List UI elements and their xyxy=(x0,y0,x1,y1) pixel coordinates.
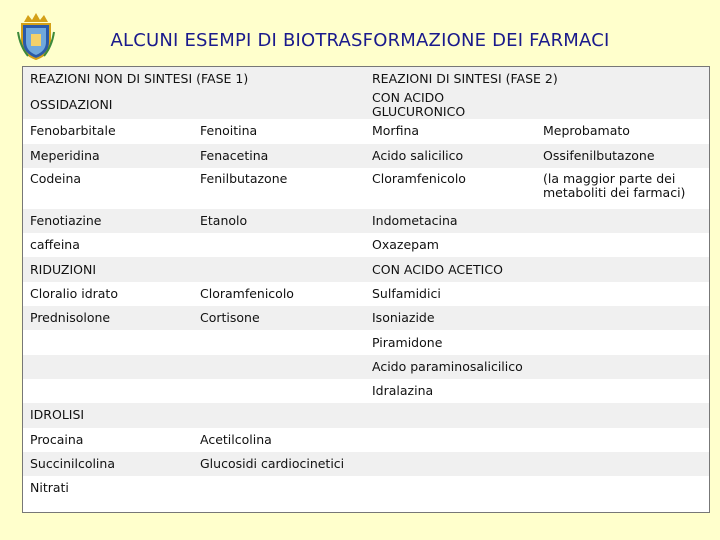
table-header-row xyxy=(23,67,709,91)
table-cell: Cloralio idrato xyxy=(30,285,118,301)
table-cell xyxy=(193,91,365,119)
table-row xyxy=(23,330,709,354)
table-cell xyxy=(365,476,536,500)
table-row xyxy=(23,355,709,379)
table-cell: Etanolo xyxy=(193,209,365,233)
table-cell xyxy=(365,452,536,476)
table-cell: caffeina xyxy=(30,237,80,253)
table-row xyxy=(23,306,709,330)
table-cell: Fenoitina xyxy=(200,123,258,139)
table-row xyxy=(23,91,709,119)
table-cell: Glucosidi cardiocinetici xyxy=(193,452,365,476)
table-row xyxy=(23,144,709,168)
table-cell: OSSIDAZIONI xyxy=(23,91,193,119)
table-row xyxy=(23,452,709,476)
header-phase-2: REAZIONI DI SINTESI (FASE 2) xyxy=(365,67,709,91)
table-cell: Cortisone xyxy=(193,306,365,330)
table-cell xyxy=(536,428,709,452)
table-cell xyxy=(23,379,193,403)
table-cell: Nitrati xyxy=(30,480,69,496)
table-cell xyxy=(23,330,193,354)
table-cell: Piramidone xyxy=(372,334,443,350)
table-cell xyxy=(536,476,709,500)
table-cell: Morfina xyxy=(372,123,420,139)
table-cell: Procaina xyxy=(30,431,84,447)
table-cell: Meprobamato xyxy=(543,123,630,139)
table-cell: Fenilbutazone xyxy=(200,170,288,186)
table-cell xyxy=(536,355,709,379)
table-cell: Acetilcolina xyxy=(200,431,272,447)
table-cell: Oxazepam xyxy=(372,237,439,253)
table-row xyxy=(23,403,709,427)
table-cell: Cloramfenicolo xyxy=(372,170,466,186)
table-cell: CON ACIDO GLUCURONICO xyxy=(365,91,536,119)
table-cell: Meperidina xyxy=(23,144,193,168)
table-cell xyxy=(536,306,709,330)
table-cell xyxy=(193,379,365,403)
biotransformation-table xyxy=(22,66,710,513)
table-cell xyxy=(536,257,709,281)
table-cell xyxy=(536,330,709,354)
table-row xyxy=(23,119,709,143)
table-cell: Prednisolone xyxy=(23,306,193,330)
table-cell xyxy=(193,476,365,500)
table-row xyxy=(23,168,709,209)
table-cell xyxy=(193,355,365,379)
table-cell: RIDUZIONI xyxy=(23,257,193,281)
table-row xyxy=(23,428,709,452)
table-cell: Isoniazide xyxy=(365,306,536,330)
table-cell: IDROLISI xyxy=(23,403,193,427)
table-cell: Ossifenilbutazone xyxy=(536,144,709,168)
table-cell: Fenobarbitale xyxy=(30,123,116,139)
table-cell: Fenotiazine xyxy=(23,209,193,233)
table-row xyxy=(23,209,709,233)
table-cell xyxy=(365,403,536,427)
table-cell: Cloramfenicolo xyxy=(200,285,294,301)
header-phase-1: REAZIONI NON DI SINTESI (FASE 1) xyxy=(23,67,365,91)
table-cell: Succinilcolina xyxy=(23,452,193,476)
table-cell: (la maggior parte dei metaboliti dei farmaci) xyxy=(543,170,686,200)
table-cell: CON ACIDO ACETICO xyxy=(365,257,536,281)
table-row xyxy=(23,282,709,306)
table-cell xyxy=(365,428,536,452)
table-cell xyxy=(536,452,709,476)
table-cell xyxy=(536,91,709,119)
table-cell: Codeina xyxy=(30,170,82,186)
table-cell xyxy=(536,209,709,233)
page-title: ALCUNI ESEMPI DI BIOTRASFORMAZIONE DEI FARMACI xyxy=(110,30,610,51)
table-cell xyxy=(193,403,365,427)
table-cell: Acido salicilico xyxy=(365,144,536,168)
table-row xyxy=(23,379,709,403)
table-cell: Idralazina xyxy=(372,383,434,399)
table-cell xyxy=(193,257,365,281)
table-cell: Acido paraminosalicilico xyxy=(365,355,536,379)
table-row xyxy=(23,476,709,500)
table-row xyxy=(23,233,709,257)
table-cell xyxy=(536,379,709,403)
table-cell xyxy=(193,233,365,257)
table-cell: Sulfamidici xyxy=(372,285,441,301)
table-cell: Fenacetina xyxy=(193,144,365,168)
table-cell xyxy=(23,355,193,379)
table-cell: Indometacina xyxy=(365,209,536,233)
table-cell xyxy=(536,403,709,427)
table-row xyxy=(23,257,709,281)
table-cell xyxy=(193,330,365,354)
table-cell xyxy=(536,233,709,257)
table-cell xyxy=(536,282,709,306)
